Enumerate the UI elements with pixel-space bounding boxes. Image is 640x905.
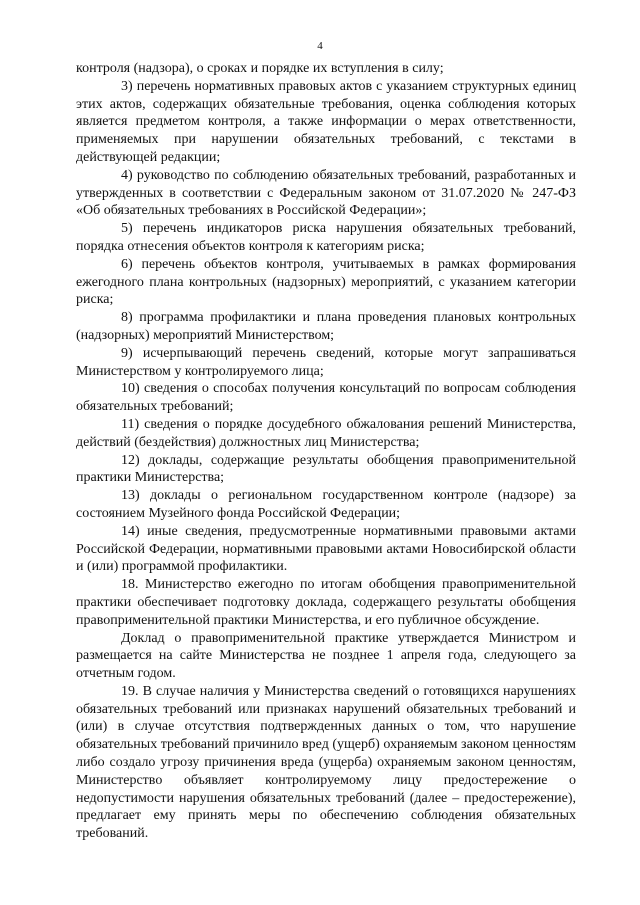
paragraph: 14) иные сведения, предусмотренные нормативными правовыми актами Российской Федерации, нормативными правовыми актами Новосибирской области и (или) программой профилактики.: [76, 523, 576, 575]
paragraph: 13) доклады о региональном государственном контроле (надзоре) за состоянием Музейного фонда Российской Федерации;: [76, 488, 576, 521]
paragraph: 18. Министерство ежегодно по итогам обобщения правоприменительной практики обеспечивает подготовку доклада, содержащего результаты обобщения правоприменительной практики Министерства, и его публичное обсуждение.: [76, 577, 576, 628]
paragraph: 3) перечень нормативных правовых актов с указанием структурных единиц этих актов, содержащих обязательные требования, оценка соблюдения которых является предметом контроля, а также информации о мерах ответственности, применяемых при нарушении обязательных требований, с текстами в действующей редакции;: [76, 78, 576, 165]
paragraph: 4) руководство по соблюдению обязательных требований, разработанных и утвержденных в соответствии с Федеральным законом от 31.07.2020 № 247-ФЗ «Об обязательных требованиях в Российской Федерации»;: [76, 167, 576, 219]
paragraph: 12) доклады, содержащие результаты обобщения правоприменительной практики Министерства;: [76, 452, 576, 486]
paragraph: 9) исчерпывающий перечень сведений, которые могут запрашиваться Министерством у контролируемого лица;: [76, 345, 576, 379]
paragraph: 19. В случае наличия у Министерства сведений о готовящихся нарушениях обязательных требований или признаках нарушений обязательных требований и (или) в случае отсутствия подтвержденных данных о том, что нарушение обязательных требований причинило вред (ущерб) охраняемым законом ценностям либо создало угрозу причинения вреда (ущерба) охраняемым законом ценностям, Министерство объявляет контролируемому лицу предостережение о недопустимости нарушения обязательных требований (далее – предостережение), предлагает ему принять меры по обеспечению соблюдения обязательных требований.: [76, 683, 576, 842]
page-number: 4: [317, 40, 323, 52]
paragraph: 11) сведения о порядке досудебного обжалования решений Министерства, действий (бездействия) должностных лиц Министерства;: [76, 416, 576, 450]
paragraph: 10) сведения о способах получения консультаций по вопросам соблюдения обязательных требований;: [76, 381, 576, 415]
paragraph: 5) перечень индикаторов риска нарушения обязательных требований, порядка отнесения объектов контроля к категориям риска;: [76, 221, 576, 254]
paragraph: Доклад о правоприменительной практике утверждается Министром и размещается на сайте Министерства не позднее 1 апреля года, следующего за отчетным годом.: [76, 630, 576, 682]
document-body: [76, 60, 576, 843]
paragraph: 6) перечень объектов контроля, учитываемых в рамках формирования ежегодного плана контрольных (надзорных) мероприятий, с указанием категории риска;: [76, 256, 576, 308]
paragraph: контроля (надзора), о сроках и порядке их вступления в силу;: [76, 61, 444, 76]
paragraph: 8) программа профилактики и плана проведения плановых контрольных (надзорных) мероприятий Министерством;: [76, 310, 576, 343]
